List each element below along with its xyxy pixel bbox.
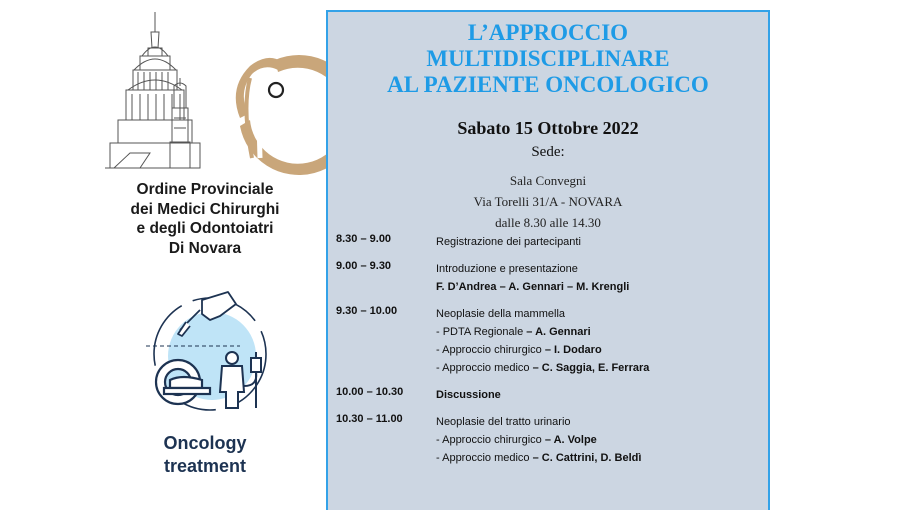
oncology-illustration	[140, 286, 280, 416]
slot-line	[436, 431, 766, 449]
slot-line	[436, 341, 766, 359]
organization-line: Ordine Provinciale	[136, 181, 274, 198]
slot-line	[436, 386, 766, 404]
slot-line	[436, 278, 766, 296]
event-title-line: AL PAZIENTE ONCOLOGICO	[387, 72, 709, 97]
slot-body	[436, 386, 766, 404]
slot-speakers: F. D’Andrea – A. Gennari – M. Krengli	[436, 281, 630, 293]
schedule-slot	[336, 233, 766, 251]
venue-line: Sala Convegni	[509, 173, 587, 188]
schedule	[336, 233, 766, 476]
schedule-slot	[336, 260, 766, 296]
organization-line: Di Novara	[168, 239, 242, 257]
slot-text: - Approccio medico	[436, 362, 533, 374]
slot-time: 9.00 – 9.30	[336, 260, 392, 272]
basilica-icon	[105, 12, 200, 168]
oncology-label-line: Oncology	[163, 433, 247, 453]
schedule-slot	[336, 305, 766, 377]
slot-speakers: – C. Cattrini, D. Beldì	[532, 452, 642, 464]
event-title-line: MULTIDISCIPLINARE	[426, 46, 670, 71]
schedule-slot	[336, 386, 766, 404]
slot-line	[436, 359, 766, 377]
slot-body	[436, 233, 766, 251]
left-column	[0, 0, 330, 500]
slot-text: Registrazione dei partecipanti	[436, 236, 581, 248]
slot-text: - Approccio chirurgico	[436, 344, 545, 356]
slot-line	[436, 305, 766, 323]
slot-text: Neoplasie della mammella	[436, 308, 566, 320]
venue-details	[328, 170, 768, 233]
slot-text: Neoplasie del tratto urinario	[436, 416, 571, 428]
slot-time: 10.00 – 10.30	[336, 386, 404, 398]
slot-text: - PDTA Regionale	[436, 326, 527, 338]
slot-line	[436, 413, 766, 431]
slot-line	[436, 449, 766, 467]
slot-text: Introduzione e presentazione	[436, 263, 578, 275]
slot-speakers: Discussione	[436, 389, 501, 401]
organization-name	[100, 180, 310, 258]
venue-label: Sede:	[531, 144, 565, 160]
organization-line: dei Medici Chirurghi	[130, 200, 280, 218]
order-logo	[100, 8, 330, 176]
schedule-slot	[336, 413, 766, 467]
event-panel	[326, 10, 770, 510]
slot-time: 9.30 – 10.00	[336, 305, 398, 317]
slot-time: 10.30 – 11.00	[336, 413, 403, 425]
event-title	[328, 20, 768, 98]
venue-line: dalle 8.30 alle 14.30	[495, 215, 601, 230]
venue-line: Via Torelli 31/A - NOVARA	[473, 194, 623, 209]
slot-line	[436, 260, 766, 278]
slot-time: 8.30 – 9.00	[336, 233, 392, 245]
slot-body	[436, 260, 766, 296]
oncology-label-line: treatment	[163, 456, 247, 476]
slot-text: - Approccio chirurgico	[436, 434, 545, 446]
organization-line: e degli Odontoiatri	[136, 220, 274, 237]
slot-speakers: – A. Gennari	[526, 326, 591, 338]
slot-speakers: – I. Dodaro	[544, 344, 602, 356]
event-date: Sabato 15 Ottobre 2022	[457, 118, 639, 138]
slot-text: - Approccio medico	[436, 452, 533, 464]
event-title-line: L’APPROCCIO	[467, 20, 629, 45]
emblem-icon	[236, 55, 330, 175]
slot-line	[436, 323, 766, 341]
slot-body	[436, 305, 766, 377]
slot-body	[436, 413, 766, 467]
slot-speakers: – A. Volpe	[544, 434, 597, 446]
slot-speakers: – C. Saggia, E. Ferrara	[532, 362, 650, 374]
slot-line	[436, 233, 766, 251]
oncology-treatment-label	[130, 432, 280, 478]
